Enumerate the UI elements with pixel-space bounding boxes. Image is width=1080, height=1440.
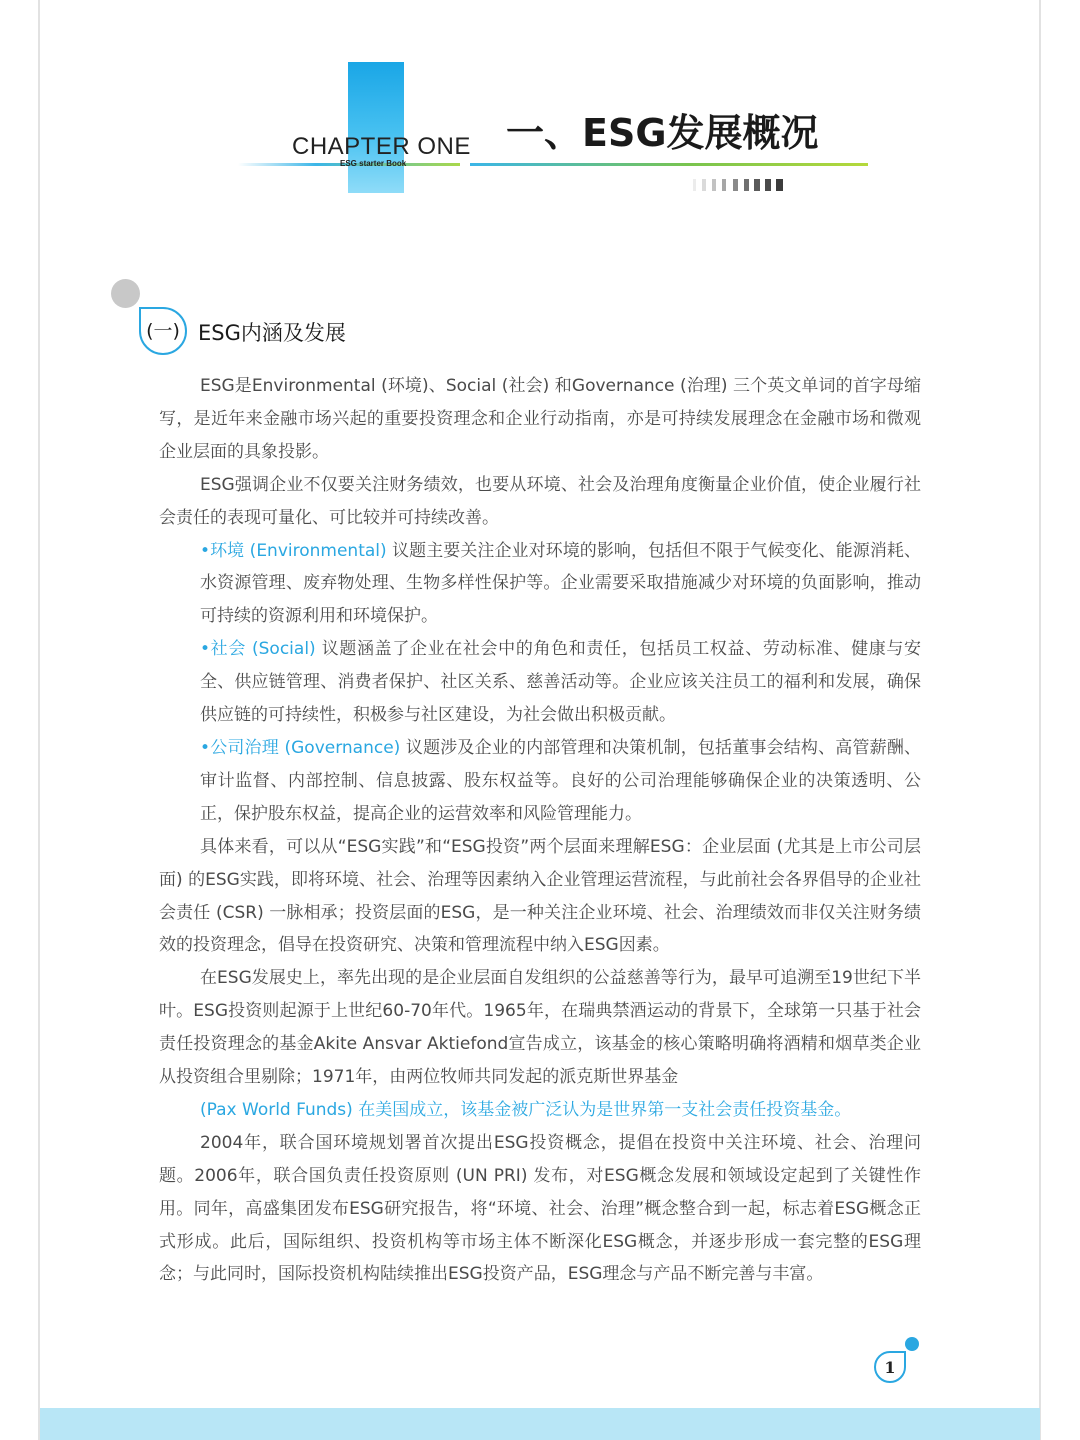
bullet-social-label: •社会 (Social) — [200, 639, 316, 660]
chapter-title: 一、ESG发展概况 — [506, 111, 819, 155]
bullet-governance-text: 议题涉及企业的内部管理和决策机制，包括董事会结构、高管薪酬、审计监督、内部控制、信息披露、股东权益等。良好的公司治理能够确保企业的决策透明、公正，保护股东权益，提高企业的运营效率和风险管理能力。 — [200, 737, 921, 824]
bullet-environmental-label: •环境 (Environmental) — [200, 540, 387, 561]
bottom-color-band — [40, 1408, 1040, 1440]
chapter-color-block — [348, 62, 404, 193]
paragraph-history: 在ESG发展史上，率先出现的是企业层面自发组织的公益慈善等行为，最早可追溯至19世纪下半叶。ESG投资则起源于上世纪60-70年代。1965年，在瑞典禁酒运动的背景下，全球第一只基于社会责任投资理念的基金Akite Ansvar Aktiefond宣告成立，该基金的核心策略明确将酒精和烟草类企业从投资组合里剔除；1971年，由两位牧师共同发起的派克斯世界基金 — [159, 968, 921, 1088]
bullet-environmental — [159, 535, 921, 634]
paragraph-emphasis: ESG强调企业不仅要关注财务绩效，也要从环境、社会及治理角度衡量企业价值，使企业履行社会责任的表现可量化、可比较并可持续改善。 — [159, 474, 921, 528]
section-number-badge: (一) — [139, 307, 187, 355]
bullet-governance — [159, 732, 921, 831]
bullet-governance-label: •公司治理 (Governance) — [200, 737, 401, 758]
chapter-subtitle: ESG starter Book — [340, 159, 407, 168]
header-rule-right — [470, 163, 868, 166]
article-body — [159, 370, 921, 1291]
section-title: ESG内涵及发展 — [198, 321, 346, 345]
chapter-label: CHAPTER ONE — [292, 133, 471, 160]
page-number: 1 — [874, 1351, 906, 1383]
paragraph-two-levels: 具体来看，可以从“ESG实践”和“ESG投资”两个层面来理解ESG：企业层面 (尤其是上市公司层面) 的ESG实践，即将环境、社会、治理等因素纳入企业管理运营流程，与此前社会各界倡导的企业社会责任 (CSR) 一脉相承；投资层面的ESG，是一种关注企业环境、社会、治理绩效而非仅关注财务绩效的投资理念，倡导在投资研究、决策和管理流程中纳入ESG因素。 — [159, 836, 921, 956]
paragraph-intro: ESG是Environmental (环境)、Social (社会) 和Governance (治理) 三个英文单词的首字母缩写，是近年来金融市场兴起的重要投资理念和企业行动指南，亦是可持续发展理念在金融市场和微观企业层面的具象投影。 — [159, 376, 921, 462]
paragraph-development: 2004年，联合国环境规划署首次提出ESG投资概念，提倡在投资中关注环境、社会、治理问题。2006年，联合国负责任投资原则 (UN PRI) 发布，对ESG概念发展和领域设定起到了关键性作用。同年，高盛集团发布ESG研究报告，将“环境、社会、治理”概念整合到一起，标志着ESG概念正式形成。此后，国际组织、投资机构等市场主体不断深化ESG概念，并逐步形成一套完整的ESG理念；与此同时，国际投资机构陆续推出ESG投资产品，ESG理念与产品不断完善与丰富。 — [159, 1132, 921, 1285]
bullet-social — [159, 633, 921, 732]
section-marker-dot — [111, 279, 140, 308]
bullet-environmental-text: 议题主要关注企业对环境的影响，包括但不限于气候变化、能源消耗、水资源管理、废弃物处理、生物多样性保护等。企业需要采取措施减少对环境的负面影响，推动可持续的资源利用和环境保护。 — [200, 540, 921, 627]
page-number-dot — [905, 1337, 919, 1351]
bullet-social-text: 议题涵盖了企业在社会中的角色和责任，包括员工权益、劳动标准、健康与安全、供应链管理、消费者保护、社区关系、慈善活动等。企业应该关注员工的福利和发展，确保供应链的可持续性，积极参与社区建设，为社会做出积极贡献。 — [200, 639, 921, 726]
paragraph-history-highlight: (Pax World Funds) 在美国成立，该基金被广泛认为是世界第一支社会责任投资基金。 — [200, 1099, 852, 1120]
